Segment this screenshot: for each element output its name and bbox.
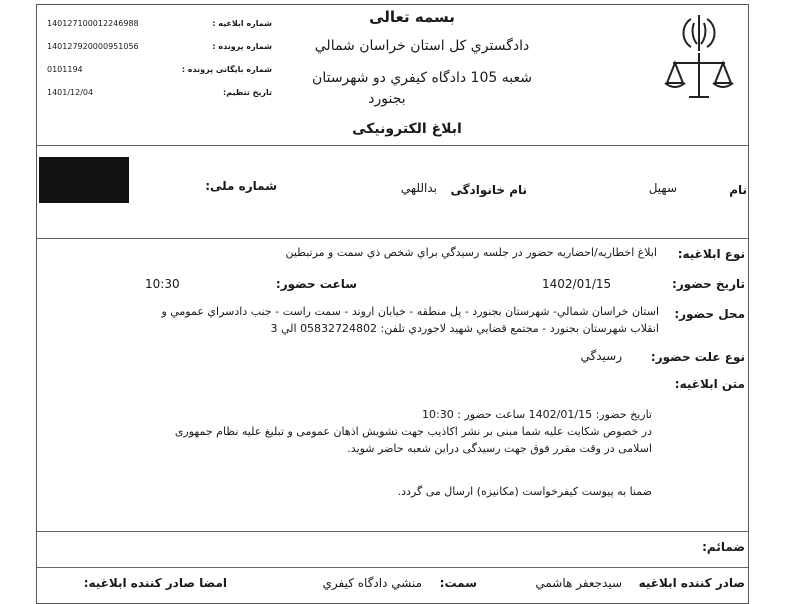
first-name-label: نام [729, 183, 747, 197]
attendance-date-label: تاریخ حضور: [672, 277, 745, 291]
attendance-place-line2: انقلاب شهرستان بجنورد - مجتمع قضايي شهيد لاجوردي تلفن: 05832724802 الي 3 [270, 322, 659, 335]
attendance-reason-label: نوع علت حضور: [650, 350, 745, 364]
issuer-label: صادر کننده ابلاغیه [638, 576, 745, 590]
attendance-place-label: محل حضور: [674, 307, 745, 321]
notice-type-label: نوع ابلاغیه: [677, 247, 745, 261]
role-value: منشي دادگاه کیفري [322, 576, 422, 590]
divider [37, 145, 748, 146]
notice-type-value: ابلاغ اخطاریه/احضاریه حضور در جلسه رسیدگي براي شخص ذي سمت و مرتبطین [285, 246, 657, 259]
notice-title: ابلاغ الكترونيكی [352, 121, 462, 137]
notice-text-line1: تاریخ حضور: 1402/01/15 ساعت حضور : 10:30 [422, 408, 652, 421]
bismillah: بسمه تعالی [369, 8, 455, 26]
notice-number-value: 140127100012246988 [47, 19, 139, 28]
issue-date-label: تاریخ تنظیم: [223, 88, 272, 97]
role-label: سمت: [439, 576, 477, 590]
archive-number-value: 0101194 [47, 65, 83, 74]
issue-date-value: 1401/12/04 [47, 88, 94, 97]
notice-text-label: متن ابلاغیه: [674, 377, 745, 391]
redacted-national-id [39, 157, 129, 203]
last-name-value: بداللهي [400, 181, 437, 195]
attendance-time-label: ساعت حضور: [275, 277, 357, 291]
city-name: بجنورد [368, 91, 406, 107]
notice-text-line4: ضمنا به پیوست کیفرخواست (مکانیزه) ارسال می گردد. [397, 485, 652, 498]
attendance-reason-value: رسیدگي [580, 349, 622, 363]
notice-number-label: شماره ابلاغیه : [212, 19, 272, 28]
issuer-name: سیدجعفر هاشمي [535, 576, 622, 590]
notice-text-line2: در خصوص شکایت علیه شما مبنی بر نشر اکاذیب جهت تشویش اذهان عمومی و تبلیغ علیه نظام جمهوری [174, 425, 652, 438]
archive-number-label: شماره بایگانی پرونده : [181, 65, 272, 74]
court-name: دادگستري كل استان خراسان شمالي [314, 38, 530, 54]
case-number-value: 140127920000951056 [47, 42, 139, 51]
attendance-date-value: 1402/01/15 [542, 277, 612, 291]
case-number-label: شماره پرونده : [212, 42, 272, 51]
signature-label: امضا صادر کننده ابلاغیه: [83, 576, 227, 590]
divider [37, 567, 748, 568]
divider [37, 238, 748, 239]
national-id-label: شماره ملی: [205, 179, 277, 193]
branch-name: شعبه 105 دادگاه كيفري دو شهرستان [312, 70, 532, 86]
attendance-place-line1: استان خراسان شمالي- شهرستان بجنورد - پل منطقه - خیابان اروند - سمت راست - جنب دادسراي عمومي و [161, 305, 659, 318]
attachments-label: ضمائم: [702, 540, 745, 554]
last-name-label: نام خانوادگی [450, 183, 527, 197]
notice-document [36, 4, 749, 604]
divider [37, 531, 748, 532]
judiciary-emblem-icon [663, 11, 735, 101]
notice-text-line3: اسلامی در وقت مقرر فوق جهت رسیدگی دراین شعبه حاضر شوید. [347, 442, 652, 455]
attendance-time-value: 10:30 [145, 277, 180, 291]
first-name-value: سهیل [648, 181, 677, 195]
